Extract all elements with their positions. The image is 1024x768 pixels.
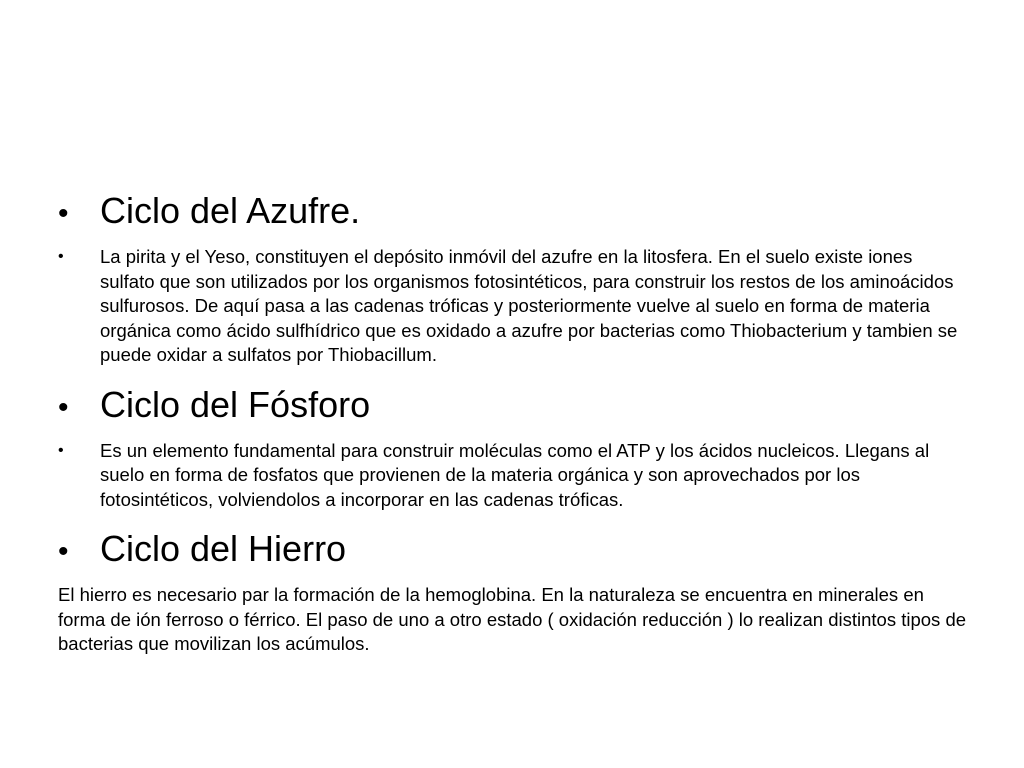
section-body: La pirita y el Yeso, constituyen el depósito inmóvil del azufre en la litosfera. En el suelo existe iones sulfato que son utilizados por los organismos fotosintéticos, para construir los restos de los aminoácidos sulfurosos. De aquí pasa a las cadenas tróficas y posteriormente vuelve al suelo en forma de materia orgánica como ácido sulfhídrico que es oxidado a azufre por bacterias como Thiobacterium y tambien se puede oxidar a sulfatos por Thiobacillum. — [100, 246, 958, 365]
section-heading: Ciclo del Hierro — [100, 528, 347, 569]
bullet-icon: • — [58, 197, 69, 230]
bullet-icon: • — [58, 248, 64, 265]
heading-phosphorus-cycle — [58, 382, 970, 431]
bullet-icon: • — [58, 390, 69, 424]
heading-iron-cycle — [58, 526, 970, 575]
section-heading: Ciclo del Azufre. — [100, 190, 361, 231]
bullet-icon: • — [58, 441, 64, 459]
paragraph-phosphorus-cycle — [58, 439, 970, 513]
section-heading: Ciclo del Fósforo — [100, 383, 371, 425]
paragraph-iron-cycle: El hierro es necesario par la formación de la hemoglobina. En la naturaleza se encuentra en minerales en forma de ión ferroso o férrico. El paso de uno a otro estado ( oxidación reducción ) lo realizan distintos tipos de bacterias que movilizan los acúmulos. — [58, 584, 967, 654]
paragraph-sulfur-cycle — [58, 245, 970, 368]
bullet-icon: • — [58, 535, 69, 568]
section-body: Es un elemento fundamental para construir moléculas como el ATP y los ácidos nucleicos. Llegans al suelo en forma de fosfatos que provienen de la materia orgánica y son aprovechados por los fotosintéticos, volviendolos a incorporar en las cadenas tróficas. — [100, 439, 930, 510]
heading-sulfur-cycle — [58, 188, 970, 237]
slide-content — [58, 188, 970, 657]
